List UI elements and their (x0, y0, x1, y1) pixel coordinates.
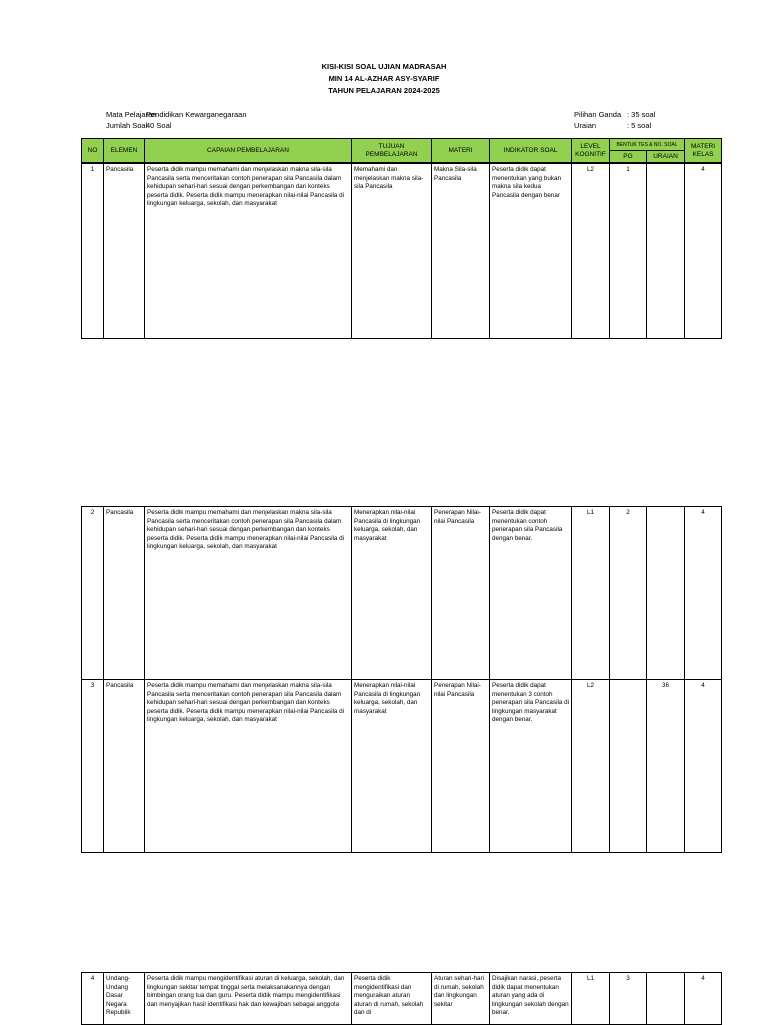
table-row (81, 972, 722, 1025)
cell-materi: Penerapan Nilai-nilai Pancasila (432, 507, 490, 680)
cell-no: 2 (82, 507, 104, 680)
col-elemen: ELEMEN (104, 139, 145, 163)
col-bentuk: BENTUK TES & NO. SOAL (610, 139, 685, 151)
cell-tujuan: Peserta didik mengidentifikasi dan menguraikan aturan aturan di rumah, sekolah dan di (352, 973, 432, 1025)
pg-row (574, 110, 655, 120)
cell-kelas: 4 (685, 507, 722, 680)
cell-elemen: Pancasila (104, 680, 145, 853)
cell-capaian: Peserta didik mampu memahami dan menjelaskan makna sila-sila Pancasila serta menceritakan contoh penerapan sila Pancasila dalam kehidupan sehari-hari sesuai dengan perkembangan dan konteks peserta didik. Peserta didik mampu menerapkan nilai-nilai Pancasila di lingkungan keluarga, sekolah, dan masyarakat (145, 507, 352, 680)
cell-no: 1 (82, 164, 104, 339)
cell-uraian (647, 973, 685, 1025)
cell-materi: Makna Sila-sila Pancasila (432, 164, 490, 339)
cell-pg: 3 (610, 973, 647, 1025)
jumlah-row (106, 121, 171, 131)
cell-elemen: Undang-Undang Dasar Negara Republik (104, 973, 145, 1025)
table-header (81, 138, 722, 163)
col-no: NO (82, 139, 104, 163)
cell-pg (610, 680, 647, 853)
cell-indikator: Peserta didik dapat menentukan yang bukan makna sila kedua Pancasila dengan benar (490, 164, 572, 339)
cell-uraian (647, 507, 685, 680)
jumlah-label: Jumlah Soal (106, 121, 148, 130)
pg-label: Pilihan Ganda (574, 110, 622, 119)
col-tujuan: TUJUAN PEMBELAJARAN (352, 139, 432, 163)
cell-capaian: Peserta didik mampu memahami dan menjelaskan makna sila-sila Pancasila serta menceritakan contoh penerapan sila Pancasila dalam kehidupan sehari-hari sesuai dengan perkembangan dan konteks peserta didik. Peserta didik mampu menerapkan nilai-nilai Pancasila di lingkungan keluarga, sekolah, dan masyarakat (145, 680, 352, 853)
cell-uraian: 36 (647, 680, 685, 853)
col-materi-kelas: MATERI KELAS (685, 139, 722, 163)
jumlah-value: 40 Soal (146, 121, 172, 130)
pg-value: : 35 soal (627, 110, 656, 119)
cell-no: 3 (82, 680, 104, 853)
cell-level: L2 (572, 164, 610, 339)
doc-title-line-1: KISI-KISI SOAL UJIAN MADRASAH (321, 62, 447, 71)
cell-capaian: Peserta didik mampu mengidentifikasi aturan di keluarga, sekolah, dan lingkungan sekitar tempat tinggal serta melaksanakannya dengan bimbingan orang tua dan guru. Peserta didik mampu mengidentifikasi dan menyajikan hasil identifikasi hak dan kewajiban sebagai anggota (145, 973, 352, 1025)
col-materi: MATERI (432, 139, 490, 163)
cell-capaian: Peserta didik mampu memahami dan menjelaskan makna sila-sila Pancasila serta menceritakan contoh penerapan sila Pancasila dalam kehidupan sehari-hari sesuai dengan perkembangan dan konteks peserta didik. Peserta didik mampu menerapkan nilai-nilai Pancasila di lingkungan keluarga, sekolah, dan masyarakat (145, 164, 352, 339)
col-pg: PG (610, 151, 647, 163)
cell-level: L1 (572, 507, 610, 680)
doc-title-line-3: TAHUN PELAJARAN 2024-2025 (328, 86, 440, 95)
cell-kelas: 4 (685, 164, 722, 339)
mapel-label: Mata Pelajaran (106, 110, 157, 119)
uraian-row (574, 121, 651, 131)
cell-elemen: Pancasila (104, 164, 145, 339)
cell-kelas: 4 (685, 973, 722, 1025)
mapel-row (106, 110, 247, 120)
cell-indikator: Peserta didik dapat menentukan 3 contoh penerapan sila Pancasila di lingkungan masyarakat dengan benar. (490, 680, 572, 853)
cell-no: 4 (82, 973, 104, 1025)
col-level: LEVEL KOGNITIF (572, 139, 610, 163)
cell-pg: 2 (610, 507, 647, 680)
col-indikator: INDIKATOR SOAL (490, 139, 572, 163)
cell-materi: Penerapan Nilai-nilai Pancasila (432, 680, 490, 853)
col-capaian: CAPAIAN PEMBELAJARAN (145, 139, 352, 163)
table-row (82, 507, 722, 680)
cell-indikator: Disajikan narasi, peserta didik dapat menentukan aturan yang ada di lingkungan sekolah dengan benar. (490, 973, 572, 1025)
cell-uraian (647, 164, 685, 339)
uraian-label: Uraian (574, 121, 597, 130)
uraian-value: : 5 soal (627, 121, 652, 130)
table-page-2 (81, 506, 722, 853)
mapel-value: Pendidikan Kewarganegaraan (146, 110, 247, 119)
cell-indikator: Peserta didik dapat menentukan contoh penerapan sila Pancasila dengan benar. (490, 507, 572, 680)
cell-level: L2 (572, 680, 610, 853)
cell-kelas: 4 (685, 680, 722, 853)
cell-pg: 1 (610, 164, 647, 339)
cell-elemen: Pancasila (104, 507, 145, 680)
cell-tujuan: Menerapkan nilai-nilai Pancasila di lingkungan keluarga, sekolah, dan masyarakat (352, 507, 432, 680)
cell-tujuan: Memahami dan menjelaskan makna sila-sila Pancasila (352, 164, 432, 339)
cell-tujuan: Menerapkan nilai-nilai Pancasila di lingkungan keluarga, sekolah, dan masyarakat (352, 680, 432, 853)
table-row (82, 680, 722, 853)
cell-level: L1 (572, 973, 610, 1025)
doc-title-line-2: MIN 14 AL-AZHAR ASY-SYARIF (328, 74, 440, 83)
cell-materi: Aturan sehari-hari di rumah, sekolah dan lingkungan sekitar (432, 973, 490, 1025)
table-row (81, 163, 722, 339)
col-uraian: URAIAN (647, 151, 685, 163)
